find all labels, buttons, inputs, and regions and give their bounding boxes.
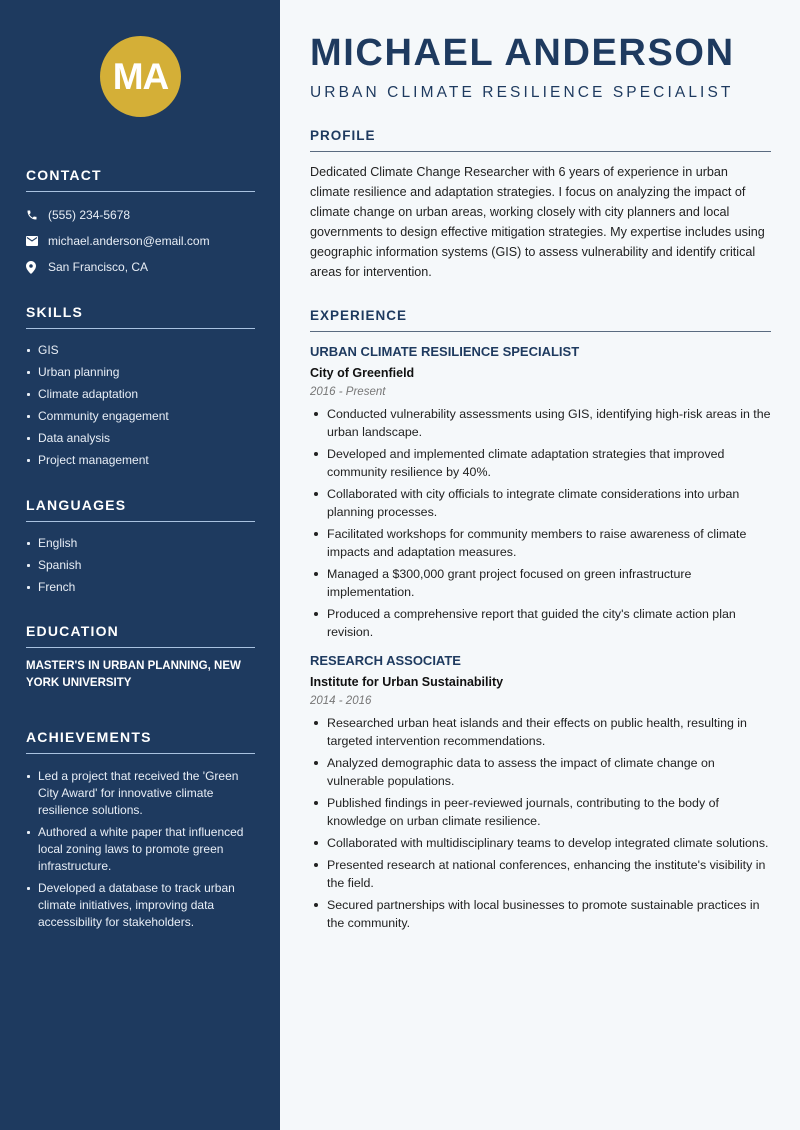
job-title: URBAN CLIMATE RESILIENCE SPECIALIST: [310, 344, 580, 359]
skill-item: Project management: [26, 449, 255, 471]
education-degree: MASTER'S IN URBAN PLANNING, NEW YORK UNIVERSITY: [26, 660, 241, 689]
job-bullet: Produced a comprehensive report that guided the city's climate action plan revision.: [310, 605, 771, 641]
profile-section: [310, 128, 771, 282]
email-icon: [26, 236, 48, 246]
contact-section: [26, 167, 255, 280]
language-item: Spanish: [26, 554, 255, 576]
job-bullet: Presented research at national conferences, enhancing the institute's visibility in the field.: [310, 856, 771, 892]
job-bullet: Published findings in peer-reviewed journals, contributing to the body of knowledge on urban climate resilience.: [310, 794, 771, 830]
achievements-section: [26, 729, 255, 936]
achievements-list: [26, 768, 255, 931]
languages-section: [26, 497, 255, 598]
skill-item: GIS: [26, 339, 255, 361]
skill-item: Climate adaptation: [26, 383, 255, 405]
candidate-title: URBAN CLIMATE RESILIENCE SPECIALIST: [310, 84, 734, 101]
contact-phone: [26, 202, 255, 228]
achievement-item: Led a project that received the 'Green City Award' for innovative climate resilience solutions.: [26, 768, 255, 819]
achievements-heading: ACHIEVEMENTS: [26, 729, 255, 754]
experience-heading: EXPERIENCE: [310, 308, 771, 332]
job-bullet: Facilitated workshops for community members to raise awareness of climate impacts and adaptation measures.: [310, 525, 771, 561]
achievement-item: Authored a white paper that influenced local zoning laws to promote green infrastructure.: [26, 824, 255, 875]
sidebar: [0, 0, 280, 1130]
achievement-item: Developed a database to track urban climate initiatives, improving data accessibility for stakeholders.: [26, 880, 255, 931]
job-entry: [310, 653, 771, 932]
job-dates: 2014 - 2016: [310, 695, 372, 707]
job-bullet: Collaborated with multidisciplinary teams to develop integrated climate solutions.: [310, 834, 771, 852]
avatar: [100, 36, 181, 117]
skill-item: Community engagement: [26, 405, 255, 427]
skills-heading: SKILLS: [26, 304, 255, 329]
job-bullets: [310, 405, 771, 641]
job-company: Institute for Urban Sustainability: [310, 675, 504, 689]
languages-heading: LANGUAGES: [26, 497, 255, 522]
job-bullet: Conducted vulnerability assessments using GIS, identifying high-risk areas in the urban landscape.: [310, 405, 771, 441]
education-heading: EDUCATION: [26, 623, 255, 648]
job-entry: [310, 344, 771, 641]
job-bullet: Managed a $300,000 grant project focused on green infrastructure implementation.: [310, 565, 771, 601]
language-item: French: [26, 576, 255, 598]
contact-email: [26, 228, 255, 254]
experience-section: [310, 308, 771, 936]
job-bullet: Collaborated with city officials to integrate climate considerations into urban planning processes.: [310, 485, 771, 521]
profile-heading: PROFILE: [310, 128, 771, 152]
candidate-name: MICHAEL ANDERSON: [310, 32, 735, 74]
languages-list: [26, 532, 255, 598]
skills-list: [26, 339, 255, 471]
skills-section: [26, 304, 255, 471]
contact-location: [26, 254, 255, 280]
skill-item: Urban planning: [26, 361, 255, 383]
job-bullet: Secured partnerships with local businesses to promote sustainable practices in the community.: [310, 896, 771, 932]
education-section: [26, 623, 255, 692]
profile-text: Dedicated Climate Change Researcher with 6 years of experience in urban climate resilience and adaptation strategies. I focus on analyzing the impact of climate change on urban areas, working closely with city planners and local governments to design effective mitigation strategies. My expertise includes using geographic information systems (GIS) to assess vulnerability and identify critical areas for intervention.: [310, 165, 765, 279]
skill-item: Data analysis: [26, 427, 255, 449]
job-bullets: [310, 714, 771, 932]
job-title: RESEARCH ASSOCIATE: [310, 653, 461, 668]
job-dates: 2016 - Present: [310, 386, 386, 398]
email-text[interactable]: michael.anderson@email.com: [48, 234, 210, 248]
job-company: City of Greenfield: [310, 366, 415, 380]
contact-heading: CONTACT: [26, 167, 255, 192]
location-icon: [26, 261, 48, 274]
phone-icon: [26, 209, 48, 221]
phone-text[interactable]: (555) 234-5678: [48, 208, 131, 222]
language-item: English: [26, 532, 255, 554]
job-bullet: Developed and implemented climate adaptation strategies that improved community resilience by 40%.: [310, 445, 771, 481]
job-bullet: Researched urban heat islands and their effects on public health, resulting in targeted intervention recommendations.: [310, 714, 771, 750]
job-bullet: Analyzed demographic data to assess the impact of climate change on vulnerable populations.: [310, 754, 771, 790]
avatar-initials: MA: [112, 55, 169, 97]
location-text: San Francisco, CA: [48, 260, 149, 274]
